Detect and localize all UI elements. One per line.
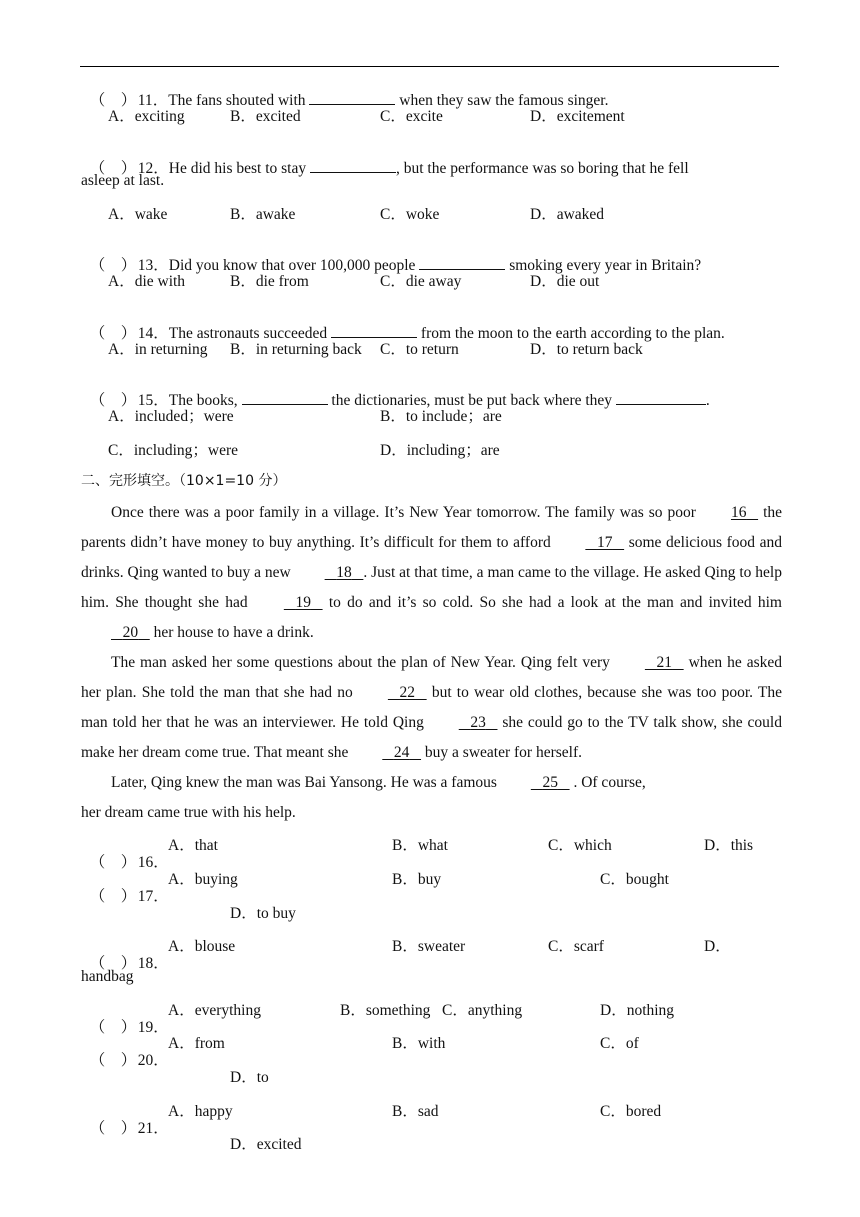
option-16-d[interactable]: D．this [704, 837, 754, 854]
answer-paren[interactable]: （ ） [89, 257, 137, 274]
option-11-b[interactable]: B．excited [230, 108, 301, 125]
option-19-c[interactable]: C．anything [442, 1002, 523, 1019]
option-19-a[interactable]: A．everything [168, 1002, 261, 1019]
section-heading: 二、完形填空。（10×1=10 分） [81, 473, 287, 489]
option-12-b[interactable]: B．awake [230, 206, 296, 223]
cloze-question-19: （ ）19． [89, 1019, 169, 1036]
option-13-c[interactable]: C．die away [380, 273, 462, 290]
option-17-a[interactable]: A．buying [168, 871, 238, 888]
cloze-blank-18: 18 [336, 564, 352, 581]
option-14-d[interactable]: D．to return back [530, 341, 643, 358]
passage-paragraph-1: Once there was a poor family in a village. It’s New Year tomorrow. The family was so poor 16 the parents didn’t have money to buy anything. It’s difficult for them to afford 17 some delicious food and drinks. Qing wanted to buy a new 18 . Just at that time, a man came to the village. He asked Qing to help him. She thought she had 19 to do and it’s so cold. So she had a look at the man and invited him 20 her house to have a drink. [81, 498, 782, 648]
question-12-continued: asleep at last. [81, 172, 165, 189]
option-18-d-continued[interactable]: handbag [81, 968, 134, 985]
answer-paren[interactable]: （ ） [89, 1120, 137, 1137]
option-17-b[interactable]: B．buy [392, 871, 442, 888]
question-15: （ ）15．The books, the dictionaries, must be put back where they . [89, 392, 710, 409]
question-12: （ ）12．He did his best to stay , but the performance was so boring that he fell [89, 160, 689, 177]
option-15-c[interactable]: C．including；were [108, 442, 239, 459]
option-14-c[interactable]: C．to return [380, 341, 459, 358]
option-20-c[interactable]: C．of [600, 1035, 639, 1052]
cloze-question-18: （ ）18． [89, 955, 169, 972]
answer-blank [310, 158, 396, 173]
option-19-b[interactable]: B．something [340, 1002, 431, 1019]
option-14-a[interactable]: A．in returning [108, 341, 208, 358]
answer-paren[interactable]: （ ） [89, 854, 137, 871]
option-21-a[interactable]: A．happy [168, 1103, 233, 1120]
option-20-d[interactable]: D．to [230, 1069, 269, 1086]
option-11-c[interactable]: C．excite [380, 108, 443, 125]
option-11-d[interactable]: D．excitement [530, 108, 625, 125]
header-rule [80, 66, 779, 67]
cloze-blank-25: 25 [542, 774, 558, 791]
answer-paren[interactable]: （ ） [89, 1052, 137, 1069]
cloze-blank-23: 23 [470, 714, 486, 731]
option-20-b[interactable]: B．with [392, 1035, 446, 1052]
cloze-blank-21: 21 [656, 654, 673, 671]
passage-paragraph-3-end: her dream came true with his help. [81, 804, 296, 821]
option-17-c[interactable]: C．bought [600, 871, 669, 888]
cloze-passage [81, 498, 782, 828]
passage-paragraph-3: Later, Qing knew the man was Bai Yansong. He was a famous 25 . Of course, [81, 768, 782, 798]
cloze-question-16: （ ）16． [89, 854, 169, 871]
cloze-blank-24: 24 [393, 744, 410, 761]
cloze-question-17: （ ）17． [89, 888, 169, 905]
option-15-a[interactable]: A．included；were [108, 408, 234, 425]
answer-paren[interactable]: （ ） [89, 392, 137, 409]
answer-blank [331, 323, 417, 338]
answer-blank [309, 90, 395, 105]
passage-paragraph-2: The man asked her some questions about the plan of New Year. Qing felt very 21 when he asked her plan. She told the man that she had no 22 but to wear old clothes, because she was too poor. The man told her that he was an interviewer. He told Qing 23 she could go to the TV talk show, she could make her dream come true. That meant she 24 buy a sweater for herself. [81, 648, 782, 768]
option-21-c[interactable]: C．bored [600, 1103, 662, 1120]
answer-paren[interactable]: （ ） [89, 160, 137, 177]
answer-blank [419, 255, 505, 270]
option-14-b[interactable]: B．in returning back [230, 341, 362, 358]
option-15-b[interactable]: B．to include；are [380, 408, 502, 425]
option-12-d[interactable]: D．awaked [530, 206, 605, 223]
cloze-question-20: （ ）20． [89, 1052, 169, 1069]
option-21-d[interactable]: D．excited [230, 1136, 302, 1153]
answer-paren[interactable]: （ ） [89, 955, 137, 972]
option-18-d[interactable]: D． [704, 938, 731, 955]
option-18-b[interactable]: B．sweater [392, 938, 466, 955]
option-13-d[interactable]: D．die out [530, 273, 600, 290]
option-18-c[interactable]: C．scarf [548, 938, 604, 955]
answer-blank [616, 390, 706, 405]
option-11-a[interactable]: A．exciting [108, 108, 185, 125]
option-19-d[interactable]: D．nothing [600, 1002, 675, 1019]
cloze-blank-19: 19 [295, 594, 311, 611]
option-17-d[interactable]: D．to buy [230, 905, 296, 922]
question-13: （ ）13．Did you know that over 100,000 people smoking every year in Britain? [89, 257, 702, 274]
cloze-blank-22: 22 [399, 684, 416, 701]
option-18-a[interactable]: A．blouse [168, 938, 236, 955]
answer-paren[interactable]: （ ） [89, 325, 137, 342]
option-15-d[interactable]: D．including；are [380, 442, 500, 459]
option-16-a[interactable]: A．that [168, 837, 218, 854]
option-12-c[interactable]: C．woke [380, 206, 440, 223]
option-12-a[interactable]: A．wake [108, 206, 168, 223]
option-16-b[interactable]: B．what [392, 837, 448, 854]
option-20-a[interactable]: A．from [168, 1035, 225, 1052]
question-11: （ ）11．The fans shouted with when they saw the famous singer. [89, 92, 609, 109]
option-13-b[interactable]: B．die from [230, 273, 309, 290]
answer-paren[interactable]: （ ） [89, 888, 137, 905]
cloze-blank-16: 16 [730, 504, 747, 521]
question-14: （ ）14．The astronauts succeeded from the moon to the earth according to the plan. [89, 325, 725, 342]
option-16-c[interactable]: C．which [548, 837, 612, 854]
answer-blank [242, 390, 328, 405]
option-13-a[interactable]: A．die with [108, 273, 186, 290]
answer-paren[interactable]: （ ） [89, 92, 137, 109]
cloze-blank-17: 17 [596, 534, 613, 551]
cloze-question-21: （ ）21． [89, 1120, 169, 1137]
option-21-b[interactable]: B．sad [392, 1103, 439, 1120]
answer-paren[interactable]: （ ） [89, 1019, 137, 1036]
cloze-blank-20: 20 [122, 624, 139, 641]
